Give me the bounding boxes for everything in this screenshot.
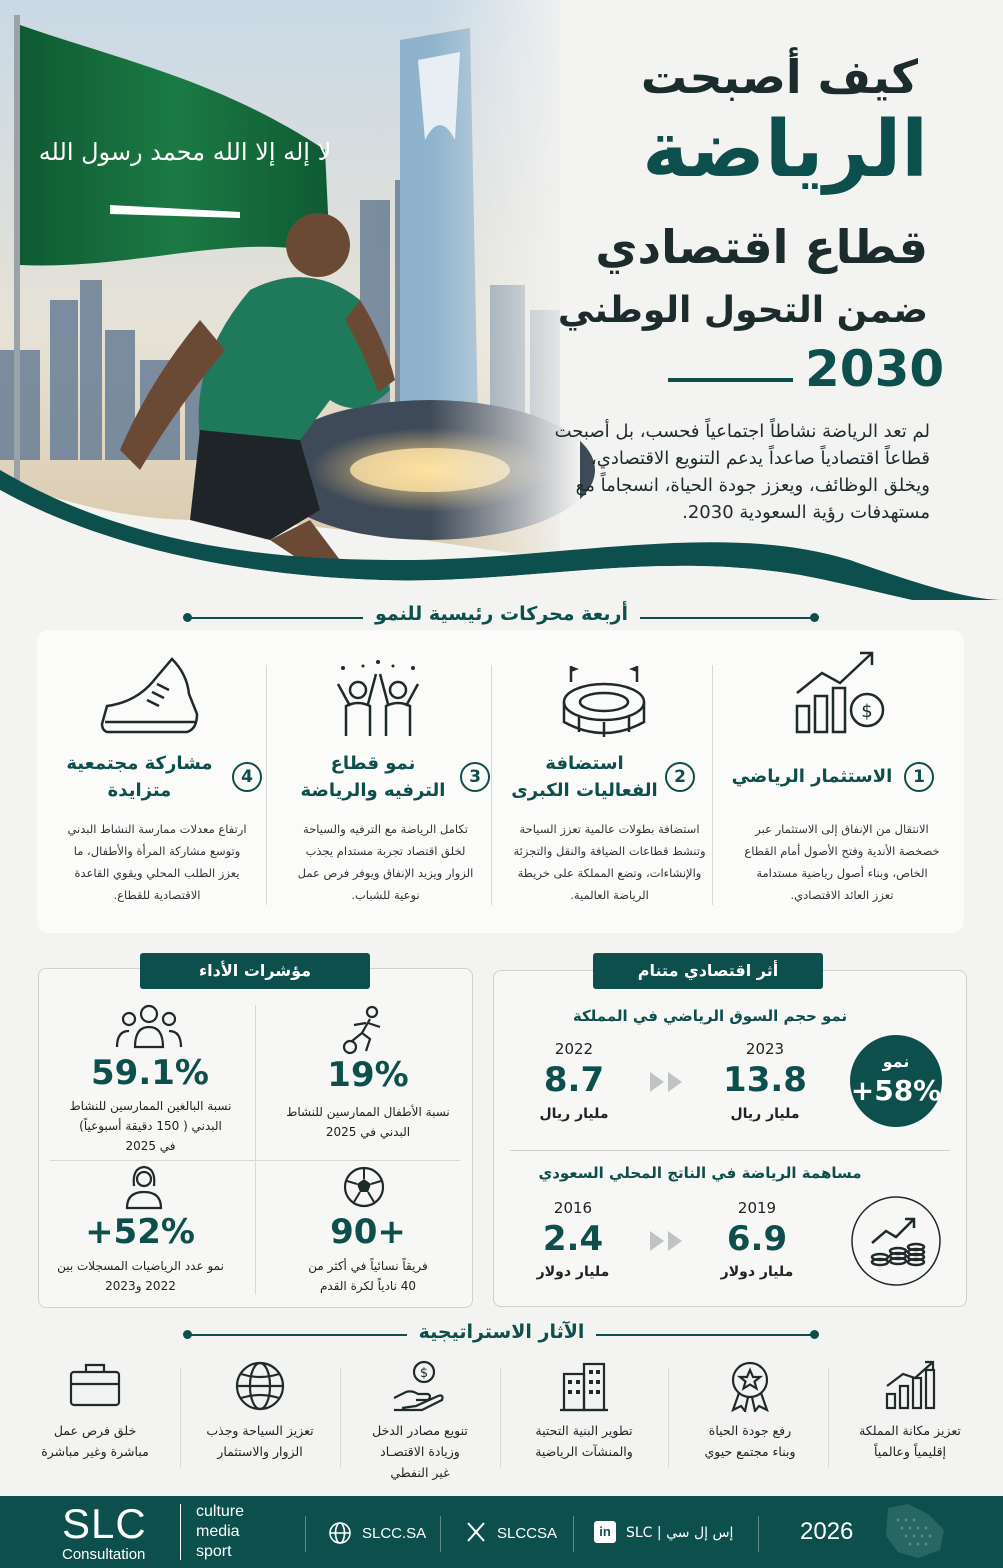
gdp-new-year: 2019 [737,1199,777,1217]
sneaker-icon [97,654,202,734]
strategic-heading-wrap [0,1321,1003,1343]
group-icon [115,1003,183,1051]
title-line-1: كيف أصبحت [640,50,918,104]
year-rule [668,378,793,382]
driver-title: مشاركة مجتمعية متزايدة [66,753,213,801]
driver-item-entertainment [273,630,498,930]
linkedin-icon: in [594,1521,616,1543]
impact-tag: أثر اقتصادي متنام [593,953,823,989]
driver-item-events [497,630,722,930]
market-old-value: 8.7 [543,1060,605,1100]
award-icon [725,1360,775,1412]
kpi-label: نسبة البالغين الممارسين للنشاط البدني ( 150 دقيقة أسبوعياً) في 2025 [69,1099,232,1153]
strategic-heading: الآثار الاستراتيجية [407,1321,597,1343]
kpi-divider-h [50,1160,460,1161]
growth-chart-icon [792,648,887,736]
woman-icon [124,1164,164,1210]
title-line-4: ضمن التحول الوطني [557,290,928,331]
strategic-item: تعزيز مكانة المملكة إقليمياً وعالمياً [830,1360,990,1462]
market-new-value: 13.8 [723,1060,807,1100]
divider [305,1516,306,1552]
saudi-map-icon [878,1500,950,1562]
market-title: نمو حجم السوق الرياضي في المملكة [572,1007,848,1025]
title-line-2: الرياضة [642,105,928,195]
x-icon [465,1521,487,1543]
driver-item-community [47,630,272,930]
brand-divider [180,1504,181,1560]
impact-divider [510,1150,950,1151]
building-icon [558,1360,610,1412]
celebration-icon [328,656,428,740]
driver-description: تكامل الرياضة مع الترفيه والسياحة لخلق اقتصاد تجربة مستدام يجذب الزوار ويزيد الإنفاق ويوفر فرص عمل نوعية للشباب. [297,822,474,902]
divider [758,1516,759,1552]
website-link[interactable]: SLCC.SA [362,1525,427,1542]
gdp-old-value: 2.4 [542,1219,604,1259]
market-new-year: 2023 [745,1040,785,1058]
footer-year: 2026 [800,1518,854,1545]
driver-title: استضافة الفعاليات الكبرى [511,753,658,801]
driver-number: 3 [460,762,490,792]
driver-number: 2 [665,762,695,792]
strategic-item: خلق فرص عمل مباشرة وغير مباشرة [15,1360,175,1462]
soccer-ball-icon [343,1166,385,1208]
driver-title: الاستثمار الرياضي [731,766,893,787]
arrow-chevrons-icon [648,1070,688,1094]
growth-badge-label: نمو [882,1052,910,1071]
svg-text:$: $ [419,1366,429,1381]
hero-section [0,0,1003,600]
x-handle-link[interactable]: SLCCSA [497,1525,558,1542]
market-old-unit: مليار ريال [539,1106,609,1122]
driver-title: نمو قطاع الترفيه والرياضة [300,753,446,801]
stadium-icon [559,662,649,740]
driver-item-investment [727,630,952,930]
strategic-item: تطوير البنية التحتية والمنشآت الرياضية [504,1360,664,1462]
svg-text:$: $ [861,701,873,722]
kpi-value: 59.1% [91,1053,209,1093]
money-hand-icon [392,1360,448,1412]
strategic-item: تعزيز السياحة وجذب الزوار والاستثمار [180,1360,340,1462]
driver-description: ارتفاع معدلات ممارسة النشاط البدني وتوسع مشاركة المرأة والأطفال، ما يعزز الطلب المحلي ويقوي القاعدة الاقتصادية للقطاع. [67,822,247,902]
brand-sub: Consultation [62,1546,146,1563]
brand-tagline: culture media sport [196,1503,245,1560]
brand-logo: SLC [62,1500,147,1547]
driver-description: الانتقال من الإنفاق إلى الاستثمار عبر خصخصة الأندية وفتح الأصول أمام القطاع الخاص، وبناء أصول رياضية مستدامة تعزز العائد الاقتصادي. [744,822,940,902]
gdp-old-unit: مليار دولار [536,1264,610,1280]
driver-description: استضافة بطولات عالمية تعزز السياحة وتنشط قطاعات الضيافة والنقل والتجزئة والإنشاءات، وتضع المملكة على خريطة الرياضة العالمية. [513,822,706,902]
kpi-value: +52% [85,1212,195,1252]
kpi-value: 90+ [330,1212,406,1252]
kpi-label: نمو عدد الرياضيات المسجلات بين 2022 و2023 [57,1259,224,1293]
gdp-title: مساهمة الرياضة في الناتج المحلي السعودي [538,1164,862,1182]
gdp-new-unit: مليار دولار [720,1264,794,1280]
strategic-item: $ تنويع مصادر الدخل وزيادة الاقتصـاد غير النفطي [340,1360,500,1483]
growth-badge-value: +58% [850,1074,942,1107]
arrow-chevrons-icon [648,1229,688,1253]
divider [573,1516,574,1552]
driver-number: 1 [904,762,934,792]
kpi-divider-v [255,1005,256,1295]
drivers-heading-wrap [0,603,1003,625]
running-kid-icon [340,1005,390,1055]
market-old-year: 2022 [554,1040,594,1058]
kpi-label: فريقاً نسائياً في أكثر من 40 نادياً لكرة القدم [308,1259,428,1293]
bar-growth-icon [883,1360,937,1410]
divider [668,1368,669,1468]
market-new-unit: مليار ريال [730,1106,800,1122]
flag-shahada: لا إله إلا الله محمد رسول الله [38,138,332,166]
divider [500,1368,501,1468]
divider [440,1516,441,1552]
footer [0,1496,1003,1568]
drivers-heading: أربعة محركات رئيسية للنمو [363,603,640,625]
title-year: 2030 [805,340,945,398]
strategic-item: رفع جودة الحياة وبناء مجتمع حيوي [670,1360,830,1462]
title-line-3: قطاع اقتصادي [595,220,928,274]
coins-growth-icon [850,1195,942,1287]
globe-icon [328,1521,352,1545]
kpi-label: نسبة الأطفال الممارسين للنشاط البدني في 2025 [286,1105,450,1139]
kpi-tag: مؤشرات الأداء [140,953,370,989]
drivers-panel [37,630,964,933]
kpi-value: 19% [327,1055,409,1095]
intro-paragraph: لم تعد الرياضة نشاطاً اجتماعياً فحسب، بل أصبحت قطاعاً اقتصادياً صاعداً يدعم التنويع الاقتصادي، ويخلق الوظائف، ويعزز جودة الحياة، انسجاماً مع مستهدفات رؤية السعودية 2030. [554,421,930,523]
gdp-new-value: 6.9 [726,1219,788,1259]
briefcase-icon [68,1360,122,1408]
driver-number: 4 [232,762,262,792]
globe-icon [234,1360,286,1412]
linkedin-link[interactable]: SLC | إس إل سي [626,1525,734,1541]
gdp-old-year: 2016 [553,1199,593,1217]
